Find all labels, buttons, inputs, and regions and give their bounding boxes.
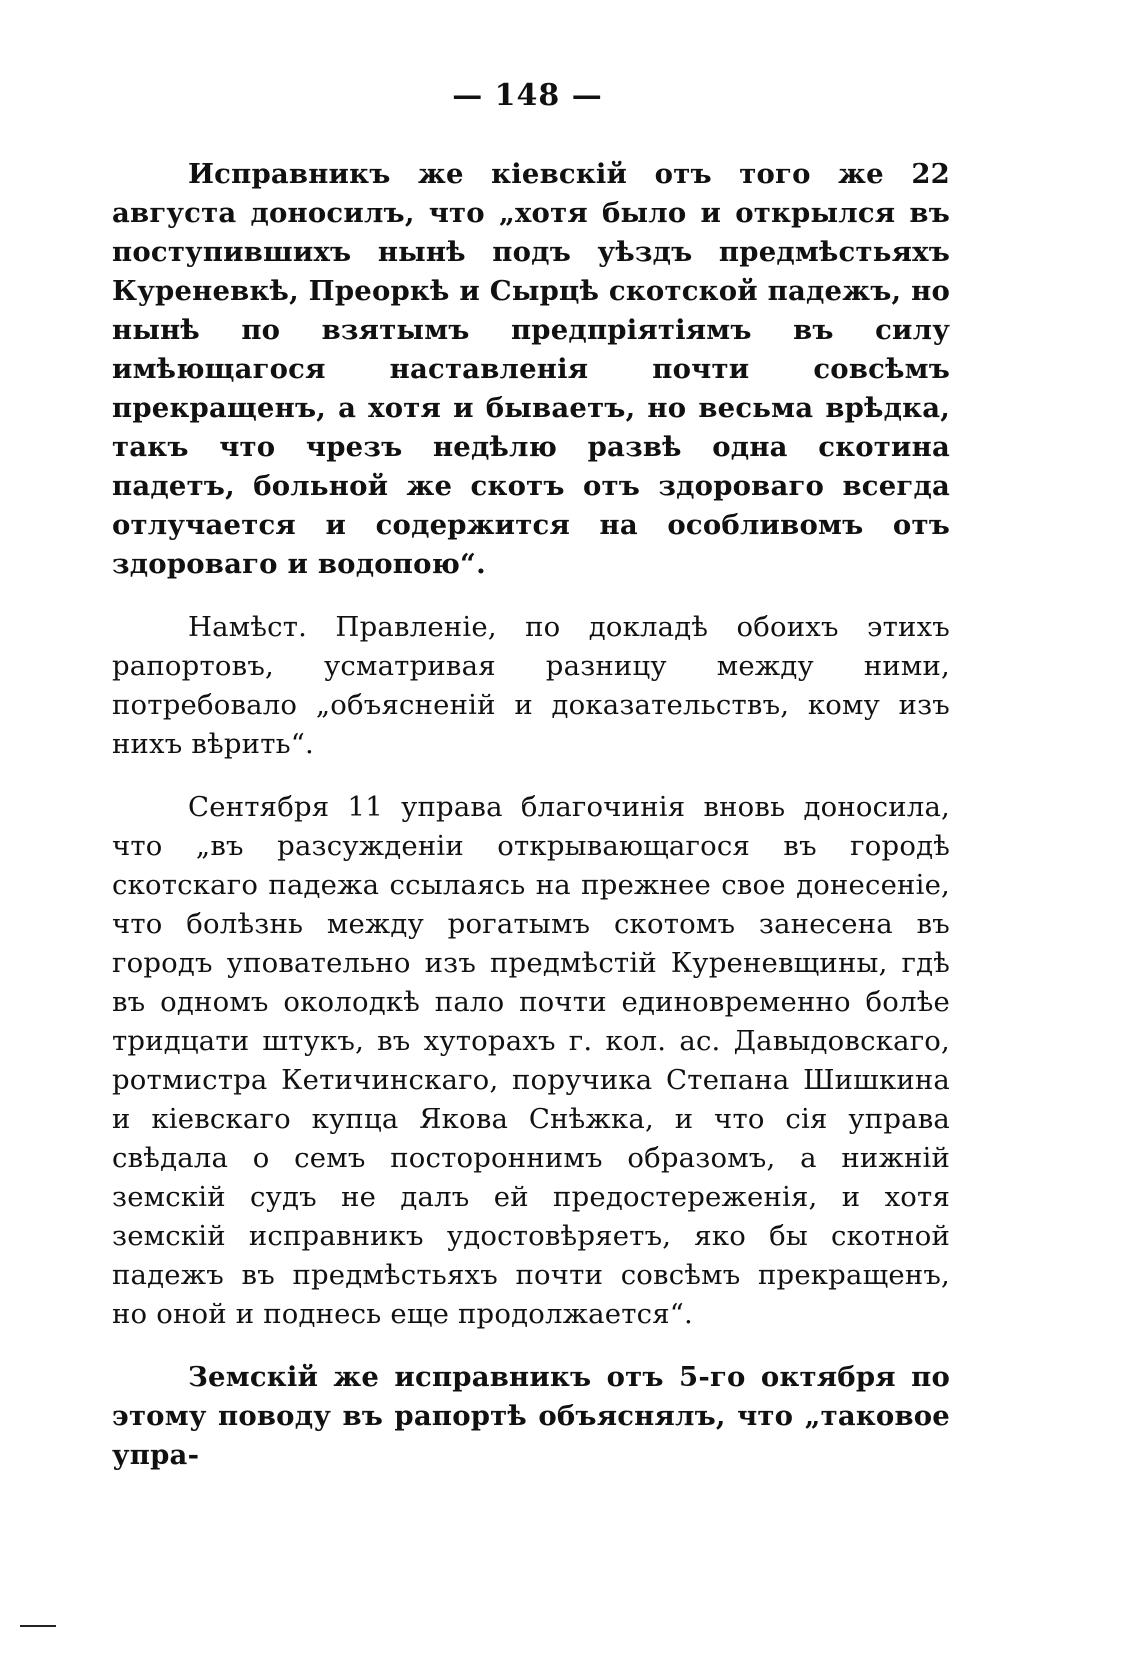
scan-margin-mark: [20, 1625, 56, 1627]
paragraph-gap: [112, 1334, 950, 1358]
paragraph-gap: [112, 764, 950, 788]
paragraph-2: Намѣст. Правленіе, по докладѣ обоихъ этихъ рапортовъ, усматривая разницу между ними, потребовало „объясненій и доказательствъ, кому изъ нихъ вѣрить“.: [112, 611, 950, 760]
paragraph-gap: [112, 584, 950, 608]
paragraph-4: Земскій же исправникъ отъ 5-го октября по этому поводу въ рапортѣ объяснялъ, что „таковое упра-: [112, 1361, 950, 1471]
paragraph-3: Сентября 11 управа благочинія вновь доносила, что „въ разсужденіи открывающагося въ городѣ скотскаго падежа ссылаясь на прежнее свое донесеніе, что болѣзнь между рогатымъ скотомъ занесена въ городъ уповательно изъ предмѣстій Куреневщины, гдѣ въ одномъ околодкѣ пало почти единовременно болѣе тридцати штукъ, въ хуторахъ г. кол. ас. Давыдовскаго, ротмистра Кетичинскаго, поручика Степана Шишкина и кіевскаго купца Якова Снѣжка, и что сія управа свѣдала о семъ постороннимъ образомъ, а нижній земскій судъ не далъ ей предостереженія, и хотя земскій исправникъ удостовѣряетъ, яко бы скотной падежъ въ предмѣстьяхъ почти совсѣмъ прекращенъ, но оной и поднесь еще продолжается“.: [112, 791, 950, 1330]
paragraph-1: Исправникъ же кіевскій отъ того же 22 августа доносилъ, что „хотя было и открылся въ поступившихъ нынѣ подъ уѣздъ предмѣстьяхъ Куреневкѣ, Преоркѣ и Сырцѣ скотской падежъ, но нынѣ по взятымъ предпріятіямъ въ силу имѣющагося наставленія почти совсѣмъ прекращенъ, а хотя и бываетъ, но весьма врѣдка, такъ что чрезъ недѣлю развѣ одна скотина падетъ, больной же скотъ отъ здороваго всегда отлучается и содержится на особливомъ отъ здороваго и водопою“.: [112, 158, 950, 580]
body-text: [112, 155, 950, 1475]
page-number: — 148 —: [452, 78, 603, 113]
